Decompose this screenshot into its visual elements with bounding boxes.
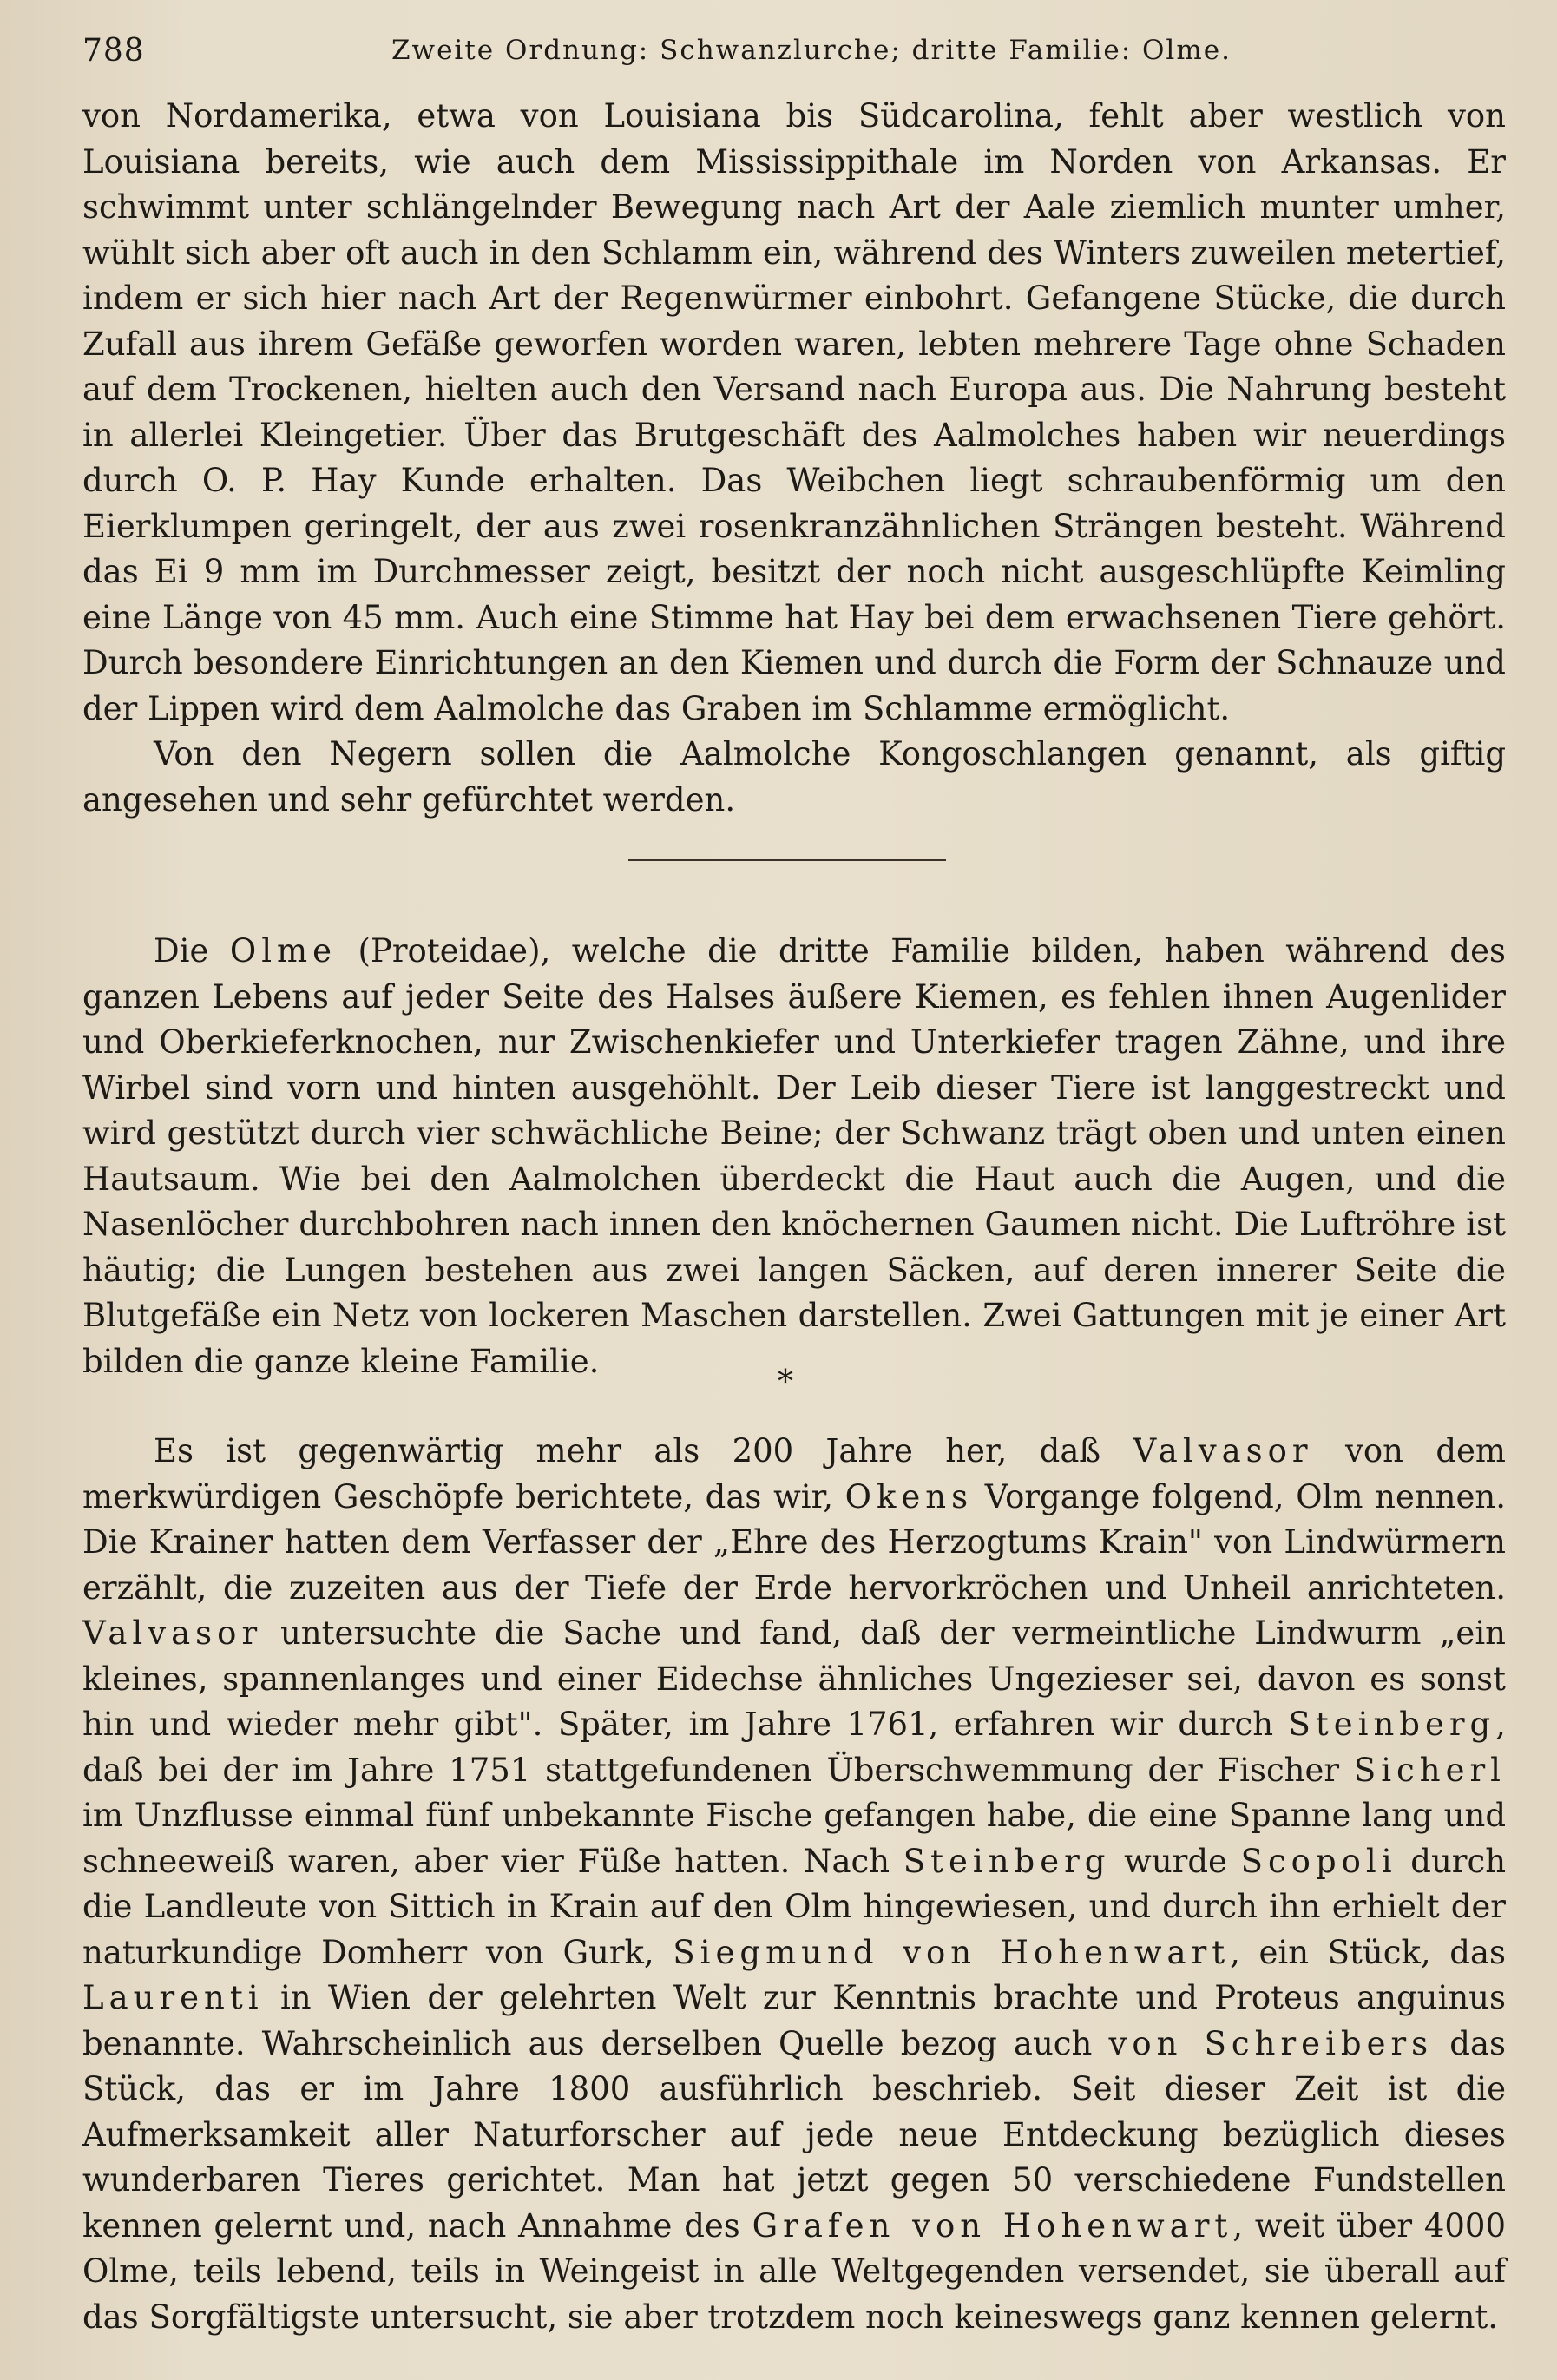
text-run: in Wien der gelehrten Welt zur Kenntnis brachte und Proteus anguinus benannte. Wahrscheinlich aus derselben Quelle bezog auch (82, 1979, 1506, 2062)
text-run: von dem merkwürdigen Geschöpfe berichtete, das wir, (82, 1432, 1506, 1515)
text-run: , weit über 4000 Olme, teils lebend, teils in Weingeist in alle Weltgegenden versendet, sie überall auf das Sorgfältigste untersucht, sie aber trotzdem noch keineswegs ganz kennen gelernt. (82, 2206, 1506, 2336)
section-asterisk: * (778, 1364, 793, 1400)
person-name-emphasis: Laurenti (82, 1979, 264, 2016)
text-run: , welche die dritte Familie bilden, haben während des ganzen Lebens auf jeder Seite des Halses äußere Kiemen, es fehlen ihnen Augenlider und Oberkieferknochen, nur Zwischenkiefer und Unterkiefer tragen Zähne, und ihre Wirbel sind vorn und hinten ausgehöhlt. Der Leib dieser Tiere ist langgestreckt und wird gestützt durch vier schwächliche Beine; der Schwanz trägt oben und unten einen Hautsaum. Wie bei den Aalmolchen überdeckt die Haut auch die Augen, und die Nasenlöcher durchbohren nach innen den knöchernen Gaumen nicht. Die Luftröhre ist häutig; die Lungen bestehen aus zwei langen Säcken, auf deren innerer Seite die Blutgefäße ein Netz von lockeren Maschen darstellen. Zwei Gattungen mit je einer Art bilden die ganze kleine Familie. (82, 932, 1506, 1380)
paragraph-olm-history (82, 1429, 1506, 2340)
text-block-olm-history (82, 1429, 1506, 2340)
running-head (82, 23, 1505, 75)
person-name-emphasis: Siegmund von Hohenwart (673, 1933, 1231, 1971)
text-run: im Unzflusse einmal fünf unbekannte Fische gefangen habe, die eine Spanne lang und schneeweiß waren, aber vier Füße hatten. Nach (82, 1797, 1506, 1880)
text-run: Die (154, 932, 230, 970)
person-name-emphasis: Sicherl (1353, 1751, 1506, 1789)
text-run: Vorgange folgend, Olm nennen. Die Krainer hatten dem Verfasser der „Ehre des Herzogtums Krain" von Lindwürmern erzählt, die zuzeiten aus der Tiefe der Erde hervorkröchen und Unheil anrichteten. (82, 1477, 1506, 1607)
paragraph-olme-family (82, 929, 1506, 1384)
latin-family-name: (Proteidae) (337, 932, 541, 970)
text-run: Es ist gegenwärtig mehr als 200 Jahre her, daß (154, 1432, 1133, 1469)
person-name-emphasis: Okens (844, 1477, 974, 1515)
family-name-emphasis: Olme (229, 932, 338, 970)
person-name-emphasis: Steinberg (903, 1842, 1111, 1880)
paragraph-aalmolch-continued: von Nordamerika, etwa von Louisiana bis Südcarolina, fehlt aber westlich von Louisiana bereits, wie auch dem Mississippithale im Norden von Arkansas. Er schwimmt unter schlängelnder Bewegung nach Art der Aale ziemlich munter umher, wühlt sich aber oft auch in den Schlamm ein, während des Winters zuweilen metertief, indem er sich hier nach Art der Regenwürmer einbohrt. Gefangene Stücke, die durch Zufall aus ihrem Gefäße geworfen worden waren, lebten mehrere Tage ohne Schaden auf dem Trockenen, hielten auch den Versand nach Europa aus. Die Nahrung besteht in allerlei Kleingetier. Über das Brutgeschäft des Aalmolches haben wir neuerdings durch O. P. Hay Kunde erhalten. Das Weibchen liegt schraubenförmig um den Eierklumpen geringelt, der aus zwei rosenkranzähnlichen Strängen besteht. Während das Ei 9 mm im Durchmesser zeigt, besitzt der noch nicht ausgeschlüpfte Keimling eine Länge von 45 mm. Auch eine Stimme hat Hay bei dem erwachsenen Tiere gehört. Durch besondere Einrichtungen an den Kiemen und durch die Form der Schnauze und der Lippen wird dem Aalmolche das Graben im Schlamme ermöglicht. (82, 97, 1506, 727)
text-run: untersuchte die Sache und fand, daß der vermeintliche Lindwurm „ein kleines, spannenlanges und einer Eidechse ähnliches Ungezieser sei, davon es sonst hin und wieder mehr gibt". Später, im Jahre 1761, erfahren wir durch (82, 1614, 1506, 1743)
person-name-emphasis: Valvasor (1133, 1432, 1313, 1469)
paragraph-kongoschlangen: Von den Negern sollen die Aalmolche Kongoschlangen genannt, als giftig angesehen und sehr gefürchtet werden. (82, 735, 1506, 819)
page-number: 788 (82, 33, 145, 69)
person-name-emphasis: von Schreibers (1108, 2024, 1434, 2062)
text-run: das Stück, das er im Jahre 1800 ausführlich beschrieb. Seit dieser Zeit ist die Aufmerksamkeit aller Naturforscher auf jede neue Entdeckung bezüglich dieses wunderbaren Tieres gerichtet. Man hat jetzt gegen 50 verschiedene Fundstellen kennen gelernt und, nach Annahme des (82, 2024, 1506, 2245)
text-run: wurde (1110, 1842, 1241, 1880)
text-run: , daß bei der im Jahre 1751 stattgefundenen Überschwemmung der Fischer (82, 1706, 1506, 1789)
text-run: durch die Landleute von Sittich in Krain auf den Olm hingewiesen, und durch ihn erhielt der naturkundige Domherr von Gurk, (82, 1842, 1507, 1971)
running-title: Zweite Ordnung: Schwanzlurche; dritte Familie: Olme. (391, 35, 1232, 66)
text-block-olme-family (82, 929, 1506, 1384)
person-name-emphasis: Scopoli (1240, 1842, 1397, 1880)
text-block-aalmolch (82, 94, 1506, 823)
person-name-emphasis: Steinberg (1288, 1706, 1496, 1743)
text-run: , ein Stück, das (1230, 1933, 1506, 1971)
person-name-emphasis: Valvasor (82, 1614, 263, 1652)
person-name-emphasis: Grafen von Hohenwart (752, 2206, 1233, 2245)
section-divider-rule (628, 859, 946, 861)
